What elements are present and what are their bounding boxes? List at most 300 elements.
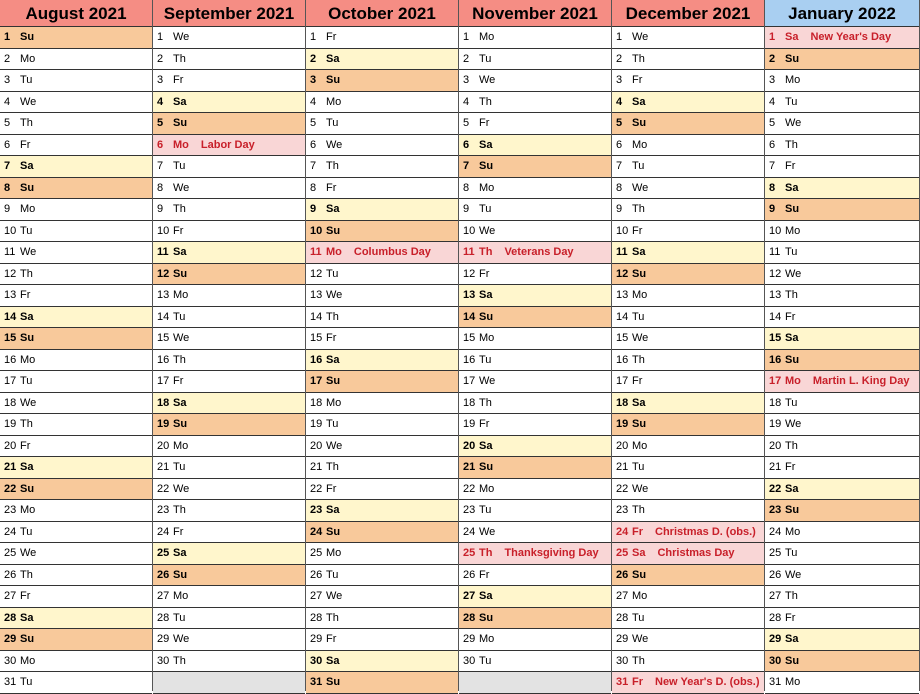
day-cell <box>153 242 305 264</box>
weekday-label: We <box>479 74 496 86</box>
day-number: 17 <box>769 375 782 387</box>
day-number: 16 <box>769 353 782 366</box>
day-cell <box>459 49 611 71</box>
day-number: 30 <box>769 654 782 667</box>
weekday-label: Tu <box>20 74 33 86</box>
day-number: 10 <box>157 224 170 237</box>
day-cell <box>765 414 919 436</box>
weekday-label: Th <box>173 654 186 667</box>
day-number: 21 <box>310 461 323 473</box>
day-number: 21 <box>157 461 170 473</box>
weekday-label: Fr <box>632 525 643 538</box>
day-cell <box>459 27 611 49</box>
day-number: 19 <box>157 418 170 430</box>
weekday-label: Sa <box>173 396 187 409</box>
weekday-label: Th <box>20 418 33 430</box>
day-number: 8 <box>463 181 470 194</box>
weekday-label: Th <box>20 267 33 280</box>
weekday-label: Tu <box>632 611 645 624</box>
day-cell <box>612 371 764 393</box>
day-number: 31 <box>769 676 782 688</box>
day-number: 10 <box>310 224 323 237</box>
day-cell <box>612 221 764 243</box>
day-cell <box>459 436 611 458</box>
weekday-label: Tu <box>326 418 339 430</box>
day-number: 17 <box>310 375 323 387</box>
weekday-label: We <box>632 181 649 194</box>
day-number: 8 <box>769 181 776 194</box>
day-number: 14 <box>4 310 17 323</box>
day-cell <box>153 457 305 479</box>
weekday-label: Mo <box>326 547 342 559</box>
day-number: 28 <box>157 611 170 624</box>
day-cell <box>765 522 919 544</box>
weekday-label: Tu <box>173 461 186 473</box>
day-number: 27 <box>310 590 323 602</box>
weekday-label: We <box>173 633 190 645</box>
day-number: 1 <box>616 31 623 43</box>
day-number: 16 <box>4 353 17 366</box>
day-number: 19 <box>616 418 629 430</box>
day-number: 22 <box>769 482 782 495</box>
weekday-label: Su <box>632 568 647 581</box>
weekday-label: Sa <box>173 95 187 108</box>
day-number: 27 <box>769 590 782 602</box>
weekday-label: Sa <box>479 439 493 452</box>
day-cell <box>0 629 152 651</box>
weekday-label: Su <box>785 654 800 667</box>
weekday-label: Tu <box>20 224 33 237</box>
day-number: 4 <box>616 95 623 108</box>
day-cell <box>306 393 458 415</box>
weekday-label: Fr <box>173 74 184 86</box>
weekday-label: Tu <box>326 267 339 280</box>
day-cell <box>306 70 458 92</box>
day-cell <box>306 543 458 565</box>
day-cell <box>153 479 305 501</box>
weekday-label: We <box>326 138 343 151</box>
day-number: 20 <box>157 439 170 452</box>
day-number: 7 <box>310 160 317 172</box>
day-cell <box>0 522 152 544</box>
day-number: 30 <box>157 654 170 667</box>
day-number: 22 <box>157 482 170 495</box>
weekday-label: Su <box>20 482 35 495</box>
weekday-label: Mo <box>785 525 801 538</box>
day-number: 10 <box>769 224 782 237</box>
day-number: 18 <box>463 396 476 409</box>
day-number: 29 <box>463 633 476 645</box>
day-number: 10 <box>463 224 476 237</box>
day-cell <box>153 27 305 49</box>
day-cell <box>765 393 919 415</box>
day-number: 27 <box>463 590 476 602</box>
weekday-label: Tu <box>173 611 186 624</box>
day-number: 26 <box>157 568 170 581</box>
day-number: 4 <box>769 95 776 108</box>
day-number: 30 <box>463 654 476 667</box>
weekday-label: Sa <box>479 289 493 301</box>
weekday-label: Su <box>173 568 188 581</box>
weekday-label: Th <box>785 590 798 602</box>
day-cell <box>612 436 764 458</box>
weekday-label: Su <box>173 267 188 280</box>
weekday-label: Sa <box>785 482 799 495</box>
empty-day-cell <box>153 672 305 694</box>
weekday-label: Tu <box>326 117 339 129</box>
weekday-label: Tu <box>20 375 33 387</box>
day-number: 2 <box>463 52 470 65</box>
day-number: 2 <box>157 52 164 65</box>
day-number: 26 <box>463 568 476 581</box>
weekday-label: Th <box>785 138 798 151</box>
day-cell <box>459 586 611 608</box>
weekday-label: Mo <box>479 482 495 495</box>
day-number: 22 <box>463 482 476 495</box>
holiday-label: New Year's D. (obs.) <box>655 676 760 688</box>
day-number: 20 <box>310 439 323 452</box>
day-number: 25 <box>616 547 629 559</box>
day-number: 27 <box>4 590 17 602</box>
day-number: 29 <box>616 633 629 645</box>
weekday-label: We <box>785 568 802 581</box>
day-cell <box>765 70 919 92</box>
weekday-label: Sa <box>479 138 493 151</box>
day-cell <box>306 608 458 630</box>
day-number: 9 <box>616 203 623 215</box>
day-number: 23 <box>157 504 170 516</box>
weekday-label: Tu <box>20 676 33 688</box>
day-number: 2 <box>616 52 623 65</box>
weekday-label: Fr <box>479 267 490 280</box>
weekday-label: Tu <box>173 160 186 172</box>
holiday-label: Martin L. King Day <box>812 375 910 387</box>
day-cell <box>612 156 764 178</box>
day-cell <box>0 651 152 673</box>
weekday-label: Mo <box>632 138 648 151</box>
day-number: 13 <box>310 289 323 301</box>
day-cell <box>612 27 764 49</box>
day-cell <box>153 135 305 157</box>
day-cell <box>306 199 458 221</box>
day-cell <box>0 307 152 329</box>
day-cell <box>765 49 919 71</box>
weekday-label: Th <box>632 654 645 667</box>
day-cell <box>459 178 611 200</box>
day-number: 6 <box>616 138 623 151</box>
day-number: 12 <box>616 267 629 280</box>
day-cell <box>765 436 919 458</box>
weekday-label: Mo <box>632 289 648 301</box>
weekday-label: Mo <box>20 353 36 366</box>
day-cell <box>306 221 458 243</box>
day-cell <box>765 307 919 329</box>
weekday-label: Sa <box>632 246 646 258</box>
day-number: 2 <box>4 52 11 65</box>
day-number: 16 <box>463 353 476 366</box>
weekday-label: Th <box>326 160 339 172</box>
day-cell <box>153 285 305 307</box>
day-cell <box>0 156 152 178</box>
day-number: 20 <box>463 439 476 452</box>
weekday-label: Sa <box>20 160 34 172</box>
day-cell <box>0 436 152 458</box>
day-cell <box>765 178 919 200</box>
day-cell <box>612 199 764 221</box>
weekday-label: Mo <box>173 138 189 151</box>
weekday-label: Su <box>785 353 800 366</box>
day-cell <box>306 264 458 286</box>
day-number: 3 <box>463 74 470 86</box>
day-cell <box>306 371 458 393</box>
weekday-label: We <box>479 525 496 538</box>
day-number: 25 <box>157 547 170 559</box>
weekday-label: Su <box>785 504 800 516</box>
day-number: 30 <box>310 654 323 667</box>
day-number: 18 <box>4 396 17 409</box>
day-cell <box>459 328 611 350</box>
day-number: 6 <box>463 138 470 151</box>
weekday-label: Th <box>632 52 645 65</box>
day-number: 29 <box>157 633 170 645</box>
day-cell <box>459 629 611 651</box>
weekday-label: Th <box>173 203 186 215</box>
day-number: 18 <box>616 396 629 409</box>
day-cell <box>459 285 611 307</box>
day-number: 14 <box>769 310 782 323</box>
day-number: 9 <box>310 203 317 215</box>
day-cell <box>0 371 152 393</box>
day-cell <box>612 113 764 135</box>
weekday-label: Fr <box>326 633 337 645</box>
day-cell <box>306 414 458 436</box>
day-number: 1 <box>4 31 11 43</box>
day-cell <box>0 393 152 415</box>
weekday-label: We <box>479 224 496 237</box>
weekday-label: We <box>785 418 802 430</box>
day-cell <box>306 27 458 49</box>
day-cell <box>765 543 919 565</box>
holiday-label: Thanksgiving Day <box>504 547 599 559</box>
day-cell <box>612 565 764 587</box>
day-cell <box>612 135 764 157</box>
month-header: September 2021 <box>153 0 305 27</box>
day-number: 14 <box>463 310 476 323</box>
day-number: 23 <box>463 504 476 516</box>
day-number: 3 <box>310 74 317 86</box>
day-number: 22 <box>616 482 629 495</box>
day-cell <box>153 113 305 135</box>
weekday-label: Su <box>326 375 341 387</box>
weekday-label: Th <box>479 547 493 559</box>
weekday-label: Tu <box>479 504 492 516</box>
month-header: November 2021 <box>459 0 611 27</box>
day-cell <box>612 328 764 350</box>
weekday-label: Tu <box>632 461 645 473</box>
day-number: 15 <box>616 332 629 344</box>
day-number: 9 <box>4 203 11 215</box>
day-number: 7 <box>769 160 776 172</box>
weekday-label: Tu <box>785 547 798 559</box>
day-cell <box>765 457 919 479</box>
day-cell <box>612 479 764 501</box>
day-number: 21 <box>4 461 17 473</box>
day-cell <box>153 70 305 92</box>
day-number: 30 <box>4 654 17 667</box>
day-cell <box>153 522 305 544</box>
day-cell <box>459 221 611 243</box>
weekday-label: Su <box>326 224 341 237</box>
weekday-label: Su <box>785 52 800 65</box>
day-cell <box>612 608 764 630</box>
day-cell <box>459 135 611 157</box>
weekday-label: Su <box>173 418 188 430</box>
day-cell <box>459 393 611 415</box>
day-number: 14 <box>616 310 629 323</box>
day-number: 29 <box>4 633 17 645</box>
weekday-label: We <box>173 482 190 495</box>
weekday-label: Fr <box>479 568 490 581</box>
day-number: 3 <box>616 74 623 86</box>
day-number: 12 <box>310 267 323 280</box>
day-number: 14 <box>157 310 170 323</box>
day-cell <box>765 264 919 286</box>
weekday-label: Sa <box>20 611 34 624</box>
weekday-label: Mo <box>20 203 36 215</box>
holiday-label: Labor Day <box>200 138 255 151</box>
weekday-label: We <box>785 117 802 129</box>
weekday-label: Mo <box>173 590 189 602</box>
day-number: 15 <box>310 332 323 344</box>
weekday-label: Fr <box>20 289 31 301</box>
day-number: 23 <box>310 504 323 516</box>
day-cell <box>153 371 305 393</box>
day-cell <box>0 285 152 307</box>
day-number: 1 <box>157 31 164 43</box>
day-number: 31 <box>4 676 17 688</box>
day-cell <box>459 543 611 565</box>
day-cell <box>765 350 919 372</box>
day-number: 18 <box>157 396 170 409</box>
weekday-label: Th <box>785 289 798 301</box>
day-cell <box>612 307 764 329</box>
weekday-label: Su <box>479 160 494 172</box>
weekday-label: Su <box>326 676 341 688</box>
day-number: 24 <box>463 525 476 538</box>
weekday-label: Fr <box>20 590 31 602</box>
day-number: 29 <box>310 633 323 645</box>
day-cell <box>459 500 611 522</box>
day-number: 4 <box>4 95 11 108</box>
weekday-label: Su <box>326 525 341 538</box>
day-number: 13 <box>157 289 170 301</box>
day-cell <box>765 586 919 608</box>
day-cell <box>0 264 152 286</box>
weekday-label: Sa <box>632 547 646 559</box>
day-number: 24 <box>616 525 629 538</box>
day-cell <box>306 479 458 501</box>
weekday-label: Su <box>173 117 188 129</box>
day-cell <box>0 457 152 479</box>
day-cell <box>765 565 919 587</box>
empty-day-cell <box>459 672 611 694</box>
day-cell <box>459 479 611 501</box>
weekday-label: We <box>173 181 190 194</box>
day-cell <box>306 307 458 329</box>
day-number: 2 <box>769 52 776 65</box>
day-number: 29 <box>769 633 782 645</box>
day-number: 12 <box>4 267 17 280</box>
weekday-label: Sa <box>785 31 799 43</box>
day-cell <box>612 285 764 307</box>
day-cell <box>612 672 764 694</box>
weekday-label: Su <box>479 461 494 473</box>
day-number: 11 <box>4 246 16 258</box>
day-number: 19 <box>310 418 323 430</box>
weekday-label: Sa <box>326 203 340 215</box>
weekday-label: Sa <box>20 310 34 323</box>
day-cell <box>306 156 458 178</box>
day-cell <box>306 242 458 264</box>
day-number: 5 <box>310 117 317 129</box>
day-number: 5 <box>157 117 164 129</box>
day-number: 1 <box>463 31 470 43</box>
day-number: 15 <box>463 332 476 344</box>
weekday-label: Tu <box>326 568 339 581</box>
weekday-label: Fr <box>785 310 796 323</box>
day-cell <box>0 221 152 243</box>
day-cell <box>0 242 152 264</box>
day-cell <box>0 586 152 608</box>
day-number: 28 <box>616 611 629 624</box>
day-number: 23 <box>769 504 782 516</box>
day-cell <box>765 672 919 694</box>
day-cell <box>0 608 152 630</box>
weekday-label: We <box>479 375 496 387</box>
weekday-label: Th <box>632 203 645 215</box>
weekday-label: We <box>632 332 649 344</box>
day-cell <box>612 264 764 286</box>
day-number: 11 <box>616 246 628 258</box>
holiday-label: New Year's Day <box>810 31 892 43</box>
day-cell <box>306 586 458 608</box>
day-cell <box>459 156 611 178</box>
day-number: 7 <box>463 160 470 172</box>
weekday-label: Mo <box>326 95 342 108</box>
day-cell <box>306 178 458 200</box>
day-number: 19 <box>4 418 17 430</box>
day-number: 15 <box>769 332 782 344</box>
month-header: August 2021 <box>0 0 152 27</box>
day-number: 9 <box>157 203 164 215</box>
weekday-label: Tu <box>479 203 492 215</box>
day-cell <box>153 307 305 329</box>
day-number: 25 <box>310 547 323 559</box>
day-cell <box>765 328 919 350</box>
weekday-label: Mo <box>173 439 189 452</box>
day-number: 27 <box>616 590 629 602</box>
day-number: 6 <box>4 138 11 151</box>
day-cell <box>765 156 919 178</box>
weekday-label: Mo <box>479 31 495 43</box>
day-cell <box>153 651 305 673</box>
weekday-label: Mo <box>479 332 495 344</box>
day-number: 4 <box>463 95 470 108</box>
weekday-label: Su <box>479 310 494 323</box>
day-number: 16 <box>616 353 629 366</box>
day-number: 16 <box>157 353 170 366</box>
day-cell <box>459 242 611 264</box>
